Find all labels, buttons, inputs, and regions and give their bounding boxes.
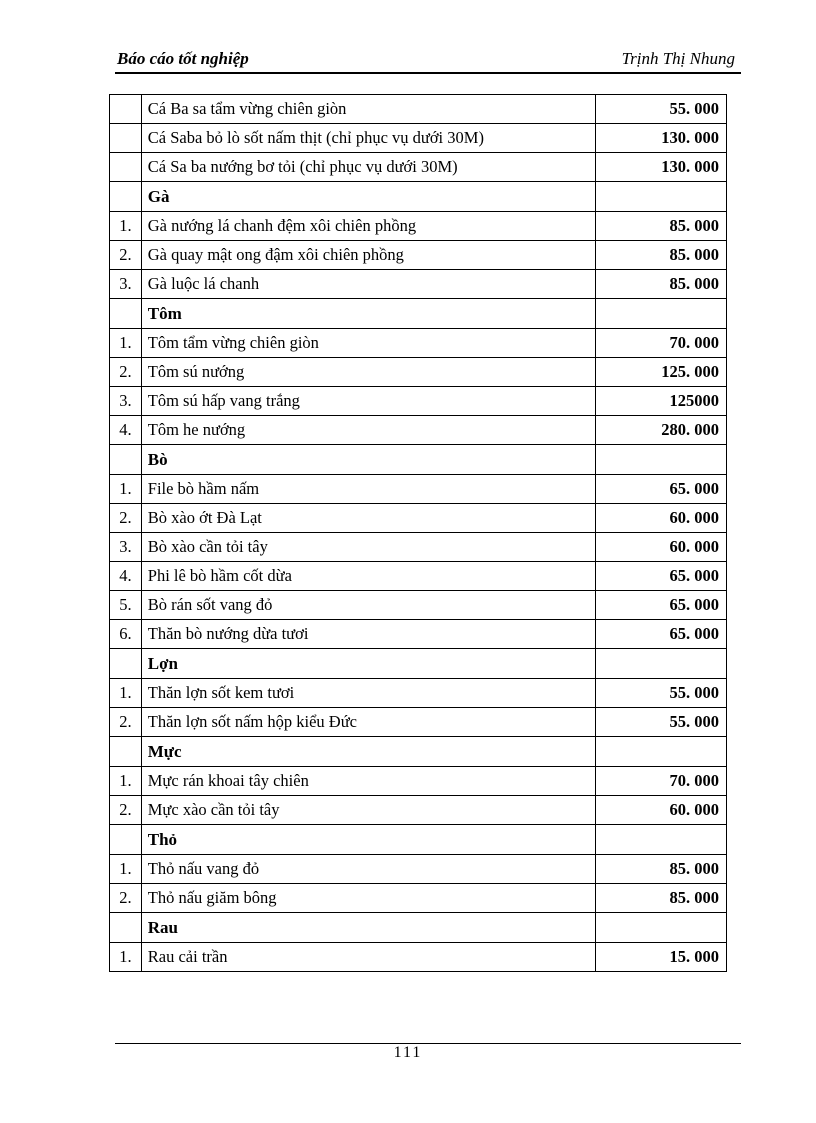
dish-name: Cá Sa ba nướng bơ tỏi (chỉ phục vụ dưới 30M) xyxy=(141,153,595,182)
section-row xyxy=(110,737,727,767)
item-number: 1. xyxy=(110,212,142,241)
table-row xyxy=(110,358,727,387)
dish-price: 65. 000 xyxy=(595,475,726,504)
item-number: 2. xyxy=(110,884,142,913)
dish-price: 60. 000 xyxy=(595,796,726,825)
table-row xyxy=(110,124,727,153)
dish-name: Tôm he nướng xyxy=(141,416,595,445)
dish-name: Tôm sú hấp vang trắng xyxy=(141,387,595,416)
item-number: 2. xyxy=(110,241,142,270)
section-name: Tôm xyxy=(141,299,595,329)
item-number: 6. xyxy=(110,620,142,649)
menu-table-body xyxy=(110,95,727,972)
dish-price: 60. 000 xyxy=(595,533,726,562)
dish-price xyxy=(595,825,726,855)
dish-price: 65. 000 xyxy=(595,620,726,649)
dish-price: 70. 000 xyxy=(595,767,726,796)
dish-price: 125000 xyxy=(595,387,726,416)
item-number: 4. xyxy=(110,416,142,445)
dish-price: 130. 000 xyxy=(595,124,726,153)
dish-price: 55. 000 xyxy=(595,95,726,124)
dish-name: Gà quay mật ong đậm xôi chiên phồng xyxy=(141,241,595,270)
item-number xyxy=(110,913,142,943)
table-row xyxy=(110,504,727,533)
table-row xyxy=(110,620,727,649)
section-name: Thỏ xyxy=(141,825,595,855)
table-row xyxy=(110,591,727,620)
dish-name: Thỏ nấu vang đỏ xyxy=(141,855,595,884)
dish-name: Tôm sú nướng xyxy=(141,358,595,387)
dish-price: 65. 000 xyxy=(595,591,726,620)
table-row xyxy=(110,241,727,270)
table-row xyxy=(110,562,727,591)
dish-name: Thăn lợn sốt nấm hộp kiểu Đức xyxy=(141,708,595,737)
section-name: Lợn xyxy=(141,649,595,679)
table-row xyxy=(110,533,727,562)
item-number: 4. xyxy=(110,562,142,591)
table-row xyxy=(110,943,727,972)
item-number: 1. xyxy=(110,767,142,796)
table-row xyxy=(110,416,727,445)
item-number: 1. xyxy=(110,329,142,358)
dish-price: 65. 000 xyxy=(595,562,726,591)
dish-name: Rau cải trần xyxy=(141,943,595,972)
section-row xyxy=(110,913,727,943)
item-number xyxy=(110,445,142,475)
dish-price: 85. 000 xyxy=(595,884,726,913)
table-row xyxy=(110,855,727,884)
item-number xyxy=(110,649,142,679)
item-number: 3. xyxy=(110,533,142,562)
item-number: 1. xyxy=(110,943,142,972)
author-name: Trịnh Thị Nhung xyxy=(621,49,735,68)
dish-name: File bò hầm nấm xyxy=(141,475,595,504)
page-header xyxy=(115,48,741,74)
dish-price: 85. 000 xyxy=(595,855,726,884)
item-number: 1. xyxy=(110,475,142,504)
report-title: Báo cáo tốt nghiệp xyxy=(117,49,249,68)
dish-price xyxy=(595,445,726,475)
item-number: 3. xyxy=(110,387,142,416)
table-row xyxy=(110,153,727,182)
item-number: 1. xyxy=(110,679,142,708)
item-number: 2. xyxy=(110,504,142,533)
table-row xyxy=(110,884,727,913)
dish-name: Tôm tẩm vừng chiên giòn xyxy=(141,329,595,358)
dish-name: Bò xào ớt Đà Lạt xyxy=(141,504,595,533)
item-number: 2. xyxy=(110,358,142,387)
dish-price xyxy=(595,182,726,212)
dish-price: 85. 000 xyxy=(595,270,726,299)
item-number: 3. xyxy=(110,270,142,299)
dish-name: Cá Saba bỏ lò sốt nấm thịt (chỉ phục vụ dưới 30M) xyxy=(141,124,595,153)
dish-name: Thăn bò nướng dừa tươi xyxy=(141,620,595,649)
page-number: 111 xyxy=(393,1044,423,1061)
dish-name: Cá Ba sa tẩm vừng chiên giòn xyxy=(141,95,595,124)
dish-name: Bò xào cần tỏi tây xyxy=(141,533,595,562)
dish-name: Gà luộc lá chanh xyxy=(141,270,595,299)
table-row xyxy=(110,95,727,124)
item-number xyxy=(110,737,142,767)
section-name: Bò xyxy=(141,445,595,475)
item-number: 2. xyxy=(110,708,142,737)
dish-price xyxy=(595,299,726,329)
dish-price xyxy=(595,913,726,943)
dish-price xyxy=(595,737,726,767)
dish-price: 55. 000 xyxy=(595,679,726,708)
dish-price: 85. 000 xyxy=(595,241,726,270)
dish-price: 125. 000 xyxy=(595,358,726,387)
menu-price-table xyxy=(109,94,727,972)
section-name: Mực xyxy=(141,737,595,767)
table-row xyxy=(110,679,727,708)
dish-name: Bò rán sốt vang đỏ xyxy=(141,591,595,620)
dish-price: 55. 000 xyxy=(595,708,726,737)
table-row xyxy=(110,387,727,416)
dish-price: 85. 000 xyxy=(595,212,726,241)
section-row xyxy=(110,825,727,855)
section-row xyxy=(110,445,727,475)
section-name: Gà xyxy=(141,182,595,212)
table-row xyxy=(110,796,727,825)
dish-name: Gà nướng lá chanh đệm xôi chiên phồng xyxy=(141,212,595,241)
section-row xyxy=(110,649,727,679)
dish-name: Thăn lợn sốt kem tươi xyxy=(141,679,595,708)
table-row xyxy=(110,270,727,299)
table-row xyxy=(110,475,727,504)
dish-name: Thỏ nấu giăm bông xyxy=(141,884,595,913)
section-row xyxy=(110,182,727,212)
item-number xyxy=(110,299,142,329)
section-row xyxy=(110,299,727,329)
dish-price: 280. 000 xyxy=(595,416,726,445)
dish-name: Phi lê bò hầm cốt dừa xyxy=(141,562,595,591)
section-name: Rau xyxy=(141,913,595,943)
item-number xyxy=(110,825,142,855)
item-number xyxy=(110,124,142,153)
table-row xyxy=(110,329,727,358)
dish-price: 70. 000 xyxy=(595,329,726,358)
dish-price: 130. 000 xyxy=(595,153,726,182)
table-row xyxy=(110,212,727,241)
dish-name: Mực rán khoai tây chiên xyxy=(141,767,595,796)
dish-name: Mực xào cần tỏi tây xyxy=(141,796,595,825)
table-row xyxy=(110,708,727,737)
item-number: 1. xyxy=(110,855,142,884)
item-number xyxy=(110,182,142,212)
item-number: 2. xyxy=(110,796,142,825)
dish-price: 15. 000 xyxy=(595,943,726,972)
dish-price xyxy=(595,649,726,679)
item-number xyxy=(110,153,142,182)
item-number: 5. xyxy=(110,591,142,620)
item-number xyxy=(110,95,142,124)
dish-price: 60. 000 xyxy=(595,504,726,533)
table-row xyxy=(110,767,727,796)
